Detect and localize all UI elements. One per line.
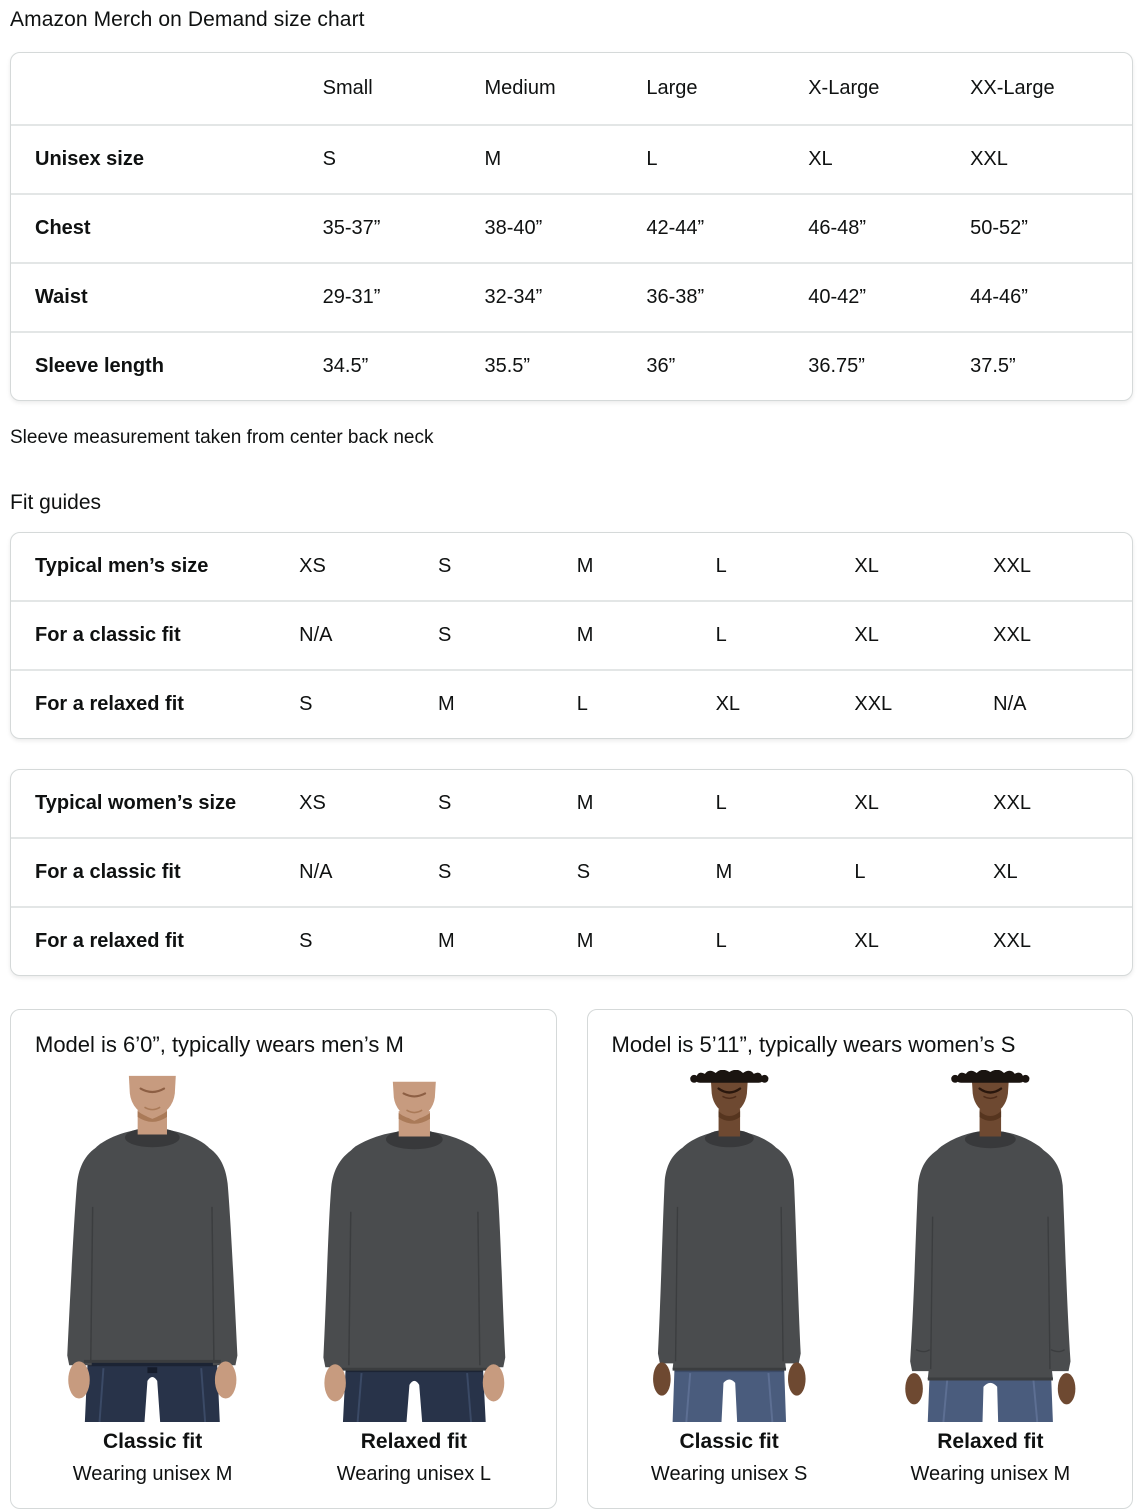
womens-fit-guide-table	[10, 769, 1133, 976]
wearing-label: Wearing unisex L	[336, 1463, 491, 1485]
cell: N/A	[993, 669, 1132, 738]
row-label: For a classic fit	[11, 837, 299, 906]
table-row-waist	[11, 262, 1132, 331]
cell: M	[485, 124, 647, 193]
cell: L	[715, 792, 727, 814]
cell: S	[323, 124, 485, 193]
cell: 50-52”	[970, 193, 1132, 262]
cell: XXL	[993, 792, 1031, 814]
cell: 35-37”	[323, 193, 485, 262]
mens-fit-guide-table	[10, 532, 1133, 739]
fit-label: Relaxed fit	[937, 1430, 1044, 1453]
cell: N/A	[299, 837, 438, 906]
cell: 34.5”	[323, 331, 485, 400]
mens-relaxed-figure	[288, 1070, 539, 1486]
cell: M	[576, 792, 594, 814]
row-label: Chest	[11, 193, 323, 262]
cell: 36.75”	[808, 331, 970, 400]
table-row-mens-classic-fit	[11, 600, 1132, 669]
cell: S	[438, 837, 577, 906]
cell: 46-48”	[808, 193, 970, 262]
cell: XL	[993, 837, 1132, 906]
cell: XXL	[993, 600, 1132, 669]
cell: L	[646, 124, 808, 193]
fit-label: Classic fit	[103, 1430, 203, 1453]
womens-card-title: Model is 5’11”, typically wears women’s S	[611, 1032, 1016, 1057]
wearing-label: Wearing unisex M	[72, 1463, 233, 1485]
cell: S	[437, 555, 452, 577]
table-row-mens-relaxed-fit	[11, 669, 1132, 738]
fit-guides-heading: Fit guides	[10, 491, 102, 514]
fit-label: Relaxed fit	[360, 1430, 467, 1453]
row-label: Typical men’s size	[35, 555, 209, 577]
table-row-womens-classic-fit	[11, 837, 1132, 906]
cell: 40-42”	[808, 262, 970, 331]
cell: 42-44”	[646, 193, 808, 262]
mens-classic-fit-photo	[35, 1070, 270, 1422]
wearing-label: Wearing unisex M	[910, 1463, 1071, 1485]
cell: XL	[854, 600, 993, 669]
column-header: XX-Large	[970, 77, 1055, 99]
size-chart-table	[10, 52, 1133, 401]
row-label: Typical women’s size	[35, 792, 237, 814]
row-label: Unisex size	[11, 124, 323, 193]
model-cards	[10, 1009, 1133, 1509]
table-row-sleeve-length	[11, 331, 1132, 400]
row-label: Waist	[11, 262, 323, 331]
table-row-chest	[11, 193, 1132, 262]
cell: L	[577, 669, 716, 738]
cell: XXL	[970, 124, 1132, 193]
cell: XXL	[993, 555, 1031, 577]
womens-model-card	[587, 1009, 1134, 1509]
column-header: X-Large	[808, 77, 880, 99]
cell: 37.5”	[970, 331, 1132, 400]
cell: S	[299, 906, 438, 975]
table-row-womens-relaxed-fit	[11, 906, 1132, 975]
cell: L	[716, 906, 855, 975]
womens-relaxed-figure	[865, 1070, 1116, 1486]
womens-classic-figure	[604, 1070, 855, 1486]
cell: S	[438, 600, 577, 669]
corner-cell	[11, 53, 323, 124]
cell: XL	[808, 124, 970, 193]
cell: L	[716, 600, 855, 669]
womens-classic-fit-photo	[612, 1070, 847, 1422]
row-label: For a relaxed fit	[11, 669, 299, 738]
table-row-unisex-size	[11, 124, 1132, 193]
cell: S	[299, 669, 438, 738]
size-chart-header-row	[11, 53, 1132, 124]
column-header: Large	[646, 77, 698, 99]
cell: XS	[299, 555, 326, 577]
cell: M	[716, 837, 855, 906]
mens-model-card	[10, 1009, 557, 1509]
cell: XXL	[854, 669, 993, 738]
cell: M	[576, 555, 594, 577]
table-row-typical-mens-size	[11, 533, 1132, 600]
mens-classic-figure	[27, 1070, 278, 1486]
cell: M	[438, 669, 577, 738]
cell: M	[577, 906, 716, 975]
page-title: Amazon Merch on Demand size chart	[10, 8, 365, 31]
column-header: Medium	[484, 77, 556, 99]
cell: 29-31”	[323, 262, 485, 331]
cell: XL	[854, 906, 993, 975]
mens-relaxed-fit-photo	[297, 1070, 532, 1422]
cell: XL	[854, 555, 879, 577]
sleeve-measurement-note: Sleeve measurement taken from center back neck	[10, 427, 434, 448]
cell: XXL	[993, 906, 1132, 975]
cell: 44-46”	[970, 262, 1132, 331]
row-label: Sleeve length	[11, 331, 323, 400]
cell: 36-38”	[646, 262, 808, 331]
cell: M	[438, 906, 577, 975]
cell: S	[577, 837, 716, 906]
cell: XL	[854, 792, 879, 814]
cell: XL	[716, 669, 855, 738]
cell: 36”	[646, 331, 808, 400]
cell: L	[715, 555, 727, 577]
row-label: For a classic fit	[11, 600, 299, 669]
cell: XS	[299, 792, 326, 814]
wearing-label: Wearing unisex S	[650, 1463, 808, 1485]
fit-label: Classic fit	[679, 1430, 779, 1453]
cell: 35.5”	[485, 331, 647, 400]
table-row-typical-womens-size	[11, 770, 1132, 837]
mens-card-title: Model is 6’0”, typically wears men’s M	[35, 1032, 404, 1057]
row-label: For a relaxed fit	[11, 906, 299, 975]
cell: N/A	[299, 600, 438, 669]
cell: S	[437, 792, 452, 814]
column-header: Small	[322, 77, 373, 99]
cell: 32-34”	[485, 262, 647, 331]
cell: L	[854, 837, 993, 906]
womens-relaxed-fit-photo	[873, 1070, 1108, 1422]
cell: M	[577, 600, 716, 669]
cell: 38-40”	[485, 193, 647, 262]
